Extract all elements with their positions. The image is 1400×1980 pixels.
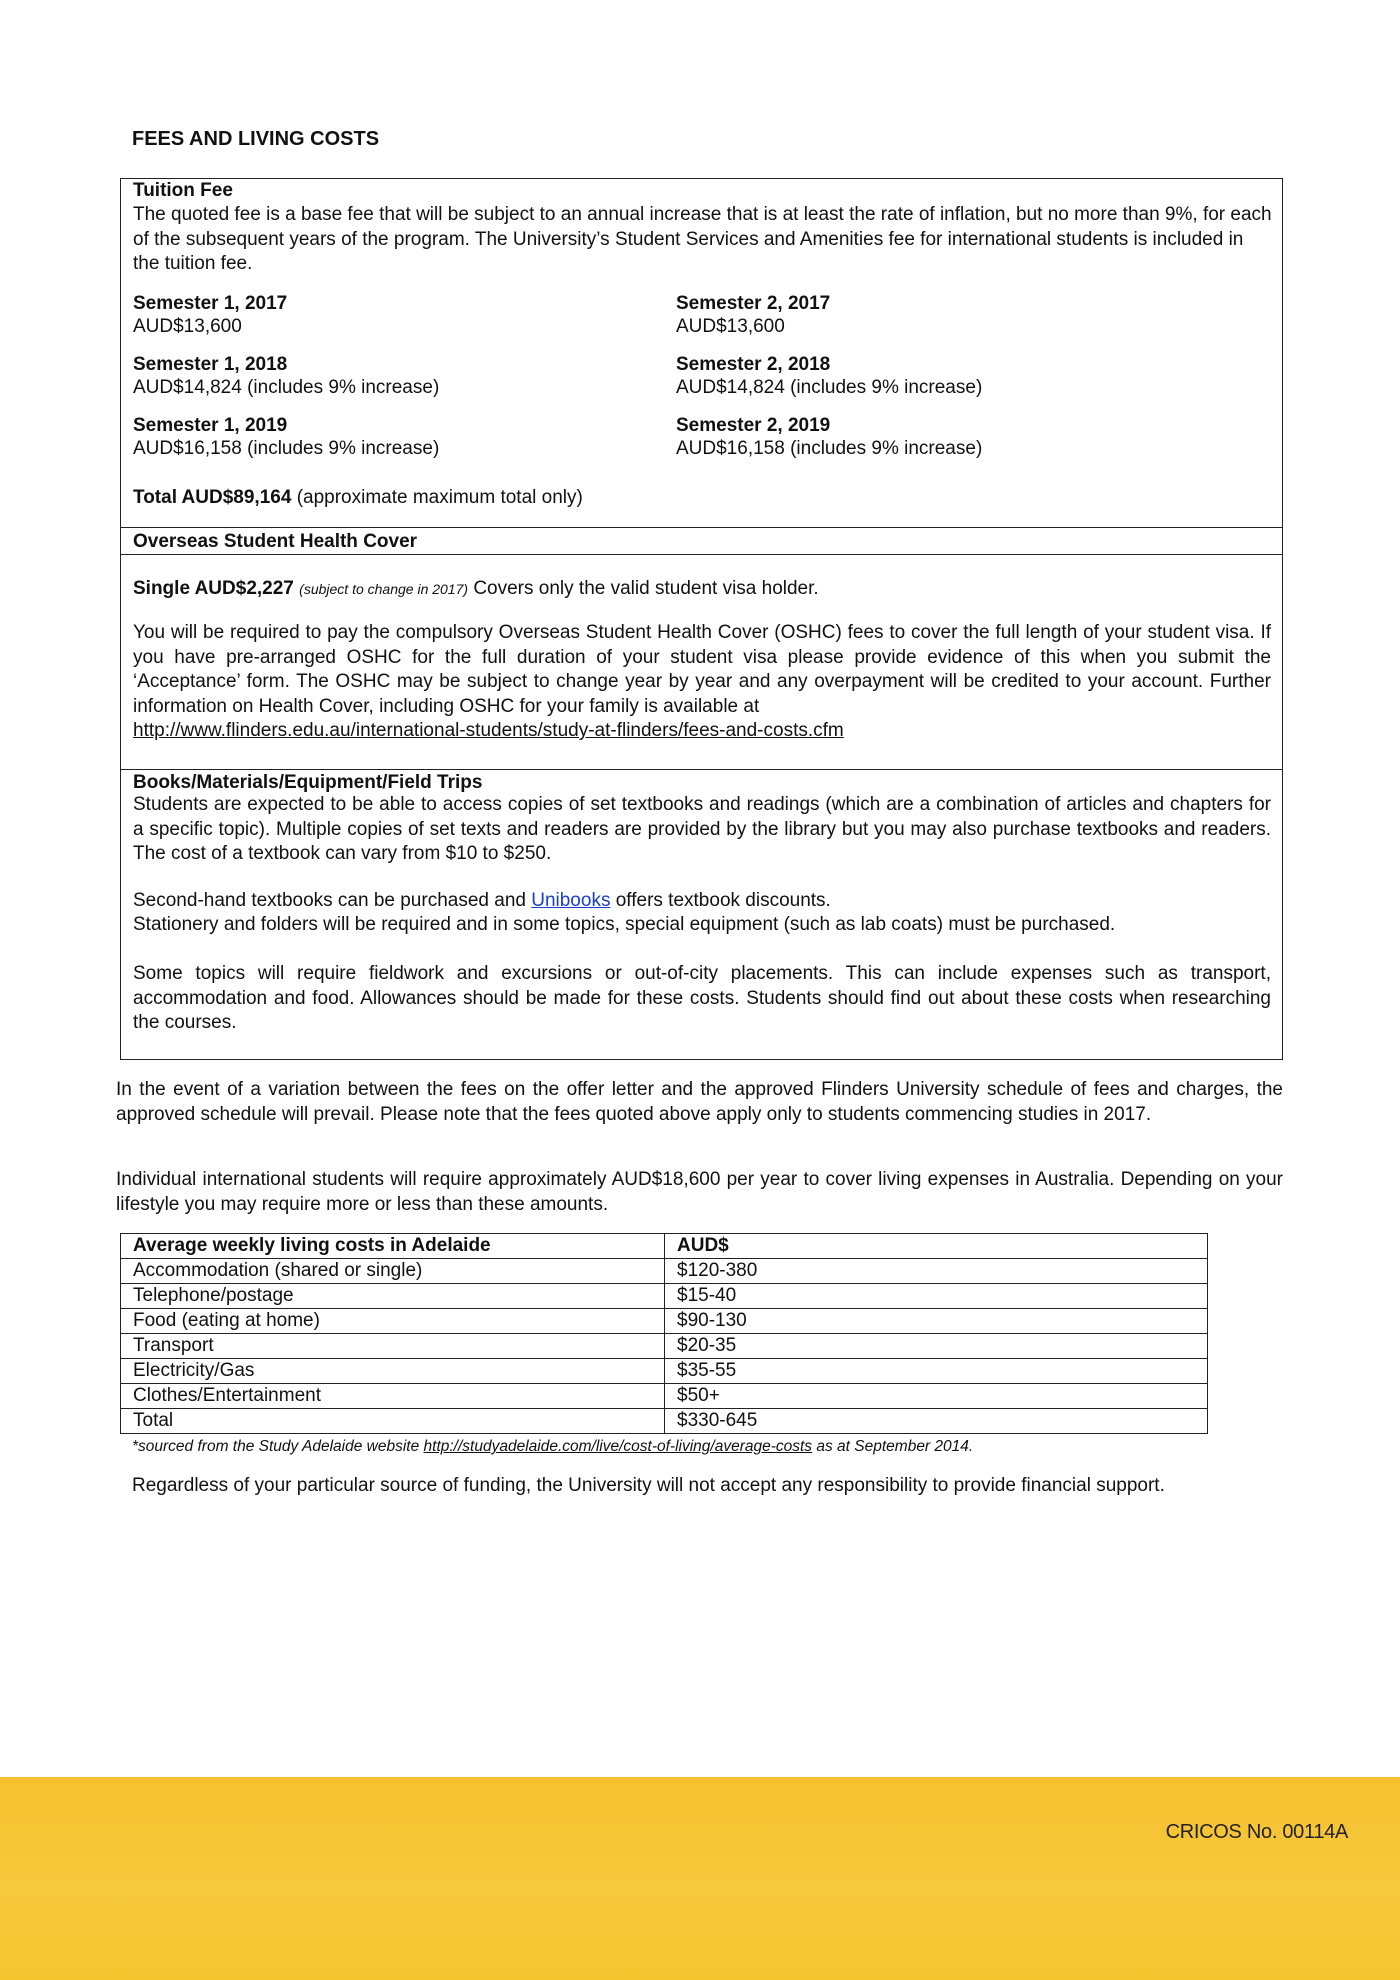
semester-label: Semester 1, 2017: [133, 293, 288, 314]
source-note: [132, 1438, 973, 1456]
semester-label: Semester 2, 2017: [676, 293, 831, 314]
living-note: Individual international students will require approximately AUD$18,600 per year to cover living expenses in Australia. Depending on your lifestyle you may require more or less than these amounts.: [116, 1169, 1283, 1215]
tuition-heading: Tuition Fee: [133, 180, 233, 201]
oshc-body-block: [133, 621, 1271, 744]
books-para-3: Stationery and folders will be required and in some topics, special equipment (such as lab coats) must be purchased.: [133, 914, 1116, 935]
semester-2-2017: [676, 293, 1270, 339]
semester-1-2019: [133, 415, 676, 461]
semester-label: Semester 1, 2018: [133, 354, 288, 375]
study-adelaide-link[interactable]: http://studyadelaide.com/live/cost-of-living/average-costs: [423, 1438, 813, 1455]
table-row: [121, 1309, 1208, 1334]
divider: [121, 554, 1282, 555]
table-row: [121, 1284, 1208, 1309]
books-para-2-end: offers textbook discounts.: [610, 890, 831, 911]
divider: [121, 527, 1282, 528]
table-row: [121, 1384, 1208, 1409]
tuition-total-amount: Total AUD$89,164: [133, 487, 292, 508]
semester-fee: AUD$16,158 (includes 9% increase): [133, 438, 440, 459]
table-cell: $120-380: [665, 1259, 1208, 1284]
table-cell: $15-40: [665, 1284, 1208, 1309]
table-row: [121, 1259, 1208, 1284]
oshc-heading: Overseas Student Health Cover: [133, 531, 418, 552]
table-cell: $20-35: [665, 1334, 1208, 1359]
oshc-single: [133, 578, 819, 600]
cricos-number: CRICOS No. 00114A: [1165, 1821, 1348, 1843]
semester-fee: AUD$13,600: [676, 316, 785, 337]
table-cell: $330-645: [665, 1409, 1208, 1434]
oshc-single-note: (subject to change in 2017): [299, 581, 469, 597]
source-note-start: *sourced from the Study Adelaide website: [132, 1438, 424, 1455]
table-cell: Total: [121, 1409, 665, 1434]
tuition-total: [133, 487, 583, 509]
semester-1-2018: [133, 354, 676, 400]
table-cell: $35-55: [665, 1359, 1208, 1384]
funding-note: Regardless of your particular source of funding, the University will not accept any responsibility to provide financial support.: [132, 1475, 1165, 1496]
semester-1-2017: [133, 293, 676, 339]
semester-fee: AUD$14,824 (includes 9% increase): [676, 377, 983, 398]
table-row: [121, 1359, 1208, 1384]
semester-label: Semester 2, 2019: [676, 415, 831, 436]
books-para-2: [133, 889, 1271, 914]
semester-grid: [133, 293, 1270, 461]
table-cell: Electricity/Gas: [121, 1359, 665, 1384]
table-cell: Food (eating at home): [121, 1309, 665, 1334]
table-cell: $90-130: [665, 1309, 1208, 1334]
table-row: [121, 1409, 1208, 1434]
table-header-cell: AUD$: [665, 1234, 1208, 1259]
tuition-total-note: (approximate maximum total only): [296, 487, 583, 508]
table-cell: $50+: [665, 1384, 1208, 1409]
unibooks-link[interactable]: Unibooks: [531, 890, 611, 911]
divider: [121, 769, 1282, 770]
books-para-4: Some topics will require fieldwork and excursions or out-of-city placements. This can include expenses such as transport, accommodation and food. Allowances should be made for these costs. Students should find out about these costs when researching the courses.: [133, 963, 1271, 1033]
table-cell: Clothes/Entertainment: [121, 1384, 665, 1409]
source-note-end: as at September 2014.: [812, 1438, 974, 1455]
table-header-row: [121, 1234, 1208, 1259]
oshc-body: You will be required to pay the compulsory Overseas Student Health Cover (OSHC) fees to cover the full length of your student visa. If you have pre-arranged OSHC for the full duration of your student visa please provide evidence of this when you submit the ‘Acceptance’ form. The OSHC may be subject to change year by year and any overpayment will be credited to your account. Further information on Health Cover, including OSHC for your family is available at: [133, 622, 1271, 717]
table-cell: Accommodation (shared or single): [121, 1259, 665, 1284]
semester-label: Semester 1, 2019: [133, 415, 288, 436]
page-title: FEES AND LIVING COSTS: [132, 128, 380, 150]
fees-box: [120, 178, 1283, 1060]
variation-note: In the event of a variation between the fees on the offer letter and the approved Flinders University schedule of fees and charges, the approved schedule will prevail. Please note that the fees quoted above apply only to students commencing studies in 2017.: [116, 1079, 1283, 1125]
oshc-single-desc: Covers only the valid student visa holder.: [473, 578, 819, 599]
living-costs-table: [120, 1233, 1208, 1434]
semester-label: Semester 2, 2018: [676, 354, 831, 375]
semester-fee: AUD$13,600: [133, 316, 242, 337]
table-row: [121, 1334, 1208, 1359]
table-cell: Telephone/postage: [121, 1284, 665, 1309]
semester-fee: AUD$16,158 (includes 9% increase): [676, 438, 983, 459]
oshc-single-amount: Single AUD$2,227: [133, 578, 294, 599]
table-header-cell: Average weekly living costs in Adelaide: [121, 1234, 665, 1259]
semester-fee: AUD$14,824 (includes 9% increase): [133, 377, 440, 398]
books-para-2-start: Second-hand textbooks can be purchased and: [133, 890, 532, 911]
semester-2-2018: [676, 354, 1270, 400]
tuition-intro: The quoted fee is a base fee that will be subject to an annual increase that is at least the rate of inflation, but no more than 9%, for each of the subsequent years of the program. The University’s Student Services and Amenities fee for international students is included in the tuition fee.: [133, 204, 1272, 274]
semester-2-2019: [676, 415, 1270, 461]
table-cell: Transport: [121, 1334, 665, 1359]
books-para-1: Students are expected to be able to access copies of set textbooks and readings (which are a combination of articles and chapters for a specific topic). Multiple copies of set texts and readers are provided by the library but you may also purchase textbooks and readers. The cost of a textbook can vary from $10 to $250.: [133, 794, 1271, 864]
footer-band: [0, 1777, 1400, 1980]
books-heading: Books/Materials/Equipment/Field Trips: [133, 772, 483, 793]
oshc-info-link[interactable]: http://www.flinders.edu.au/international-students/study-at-flinders/fees-and-costs.cfm: [133, 720, 844, 741]
